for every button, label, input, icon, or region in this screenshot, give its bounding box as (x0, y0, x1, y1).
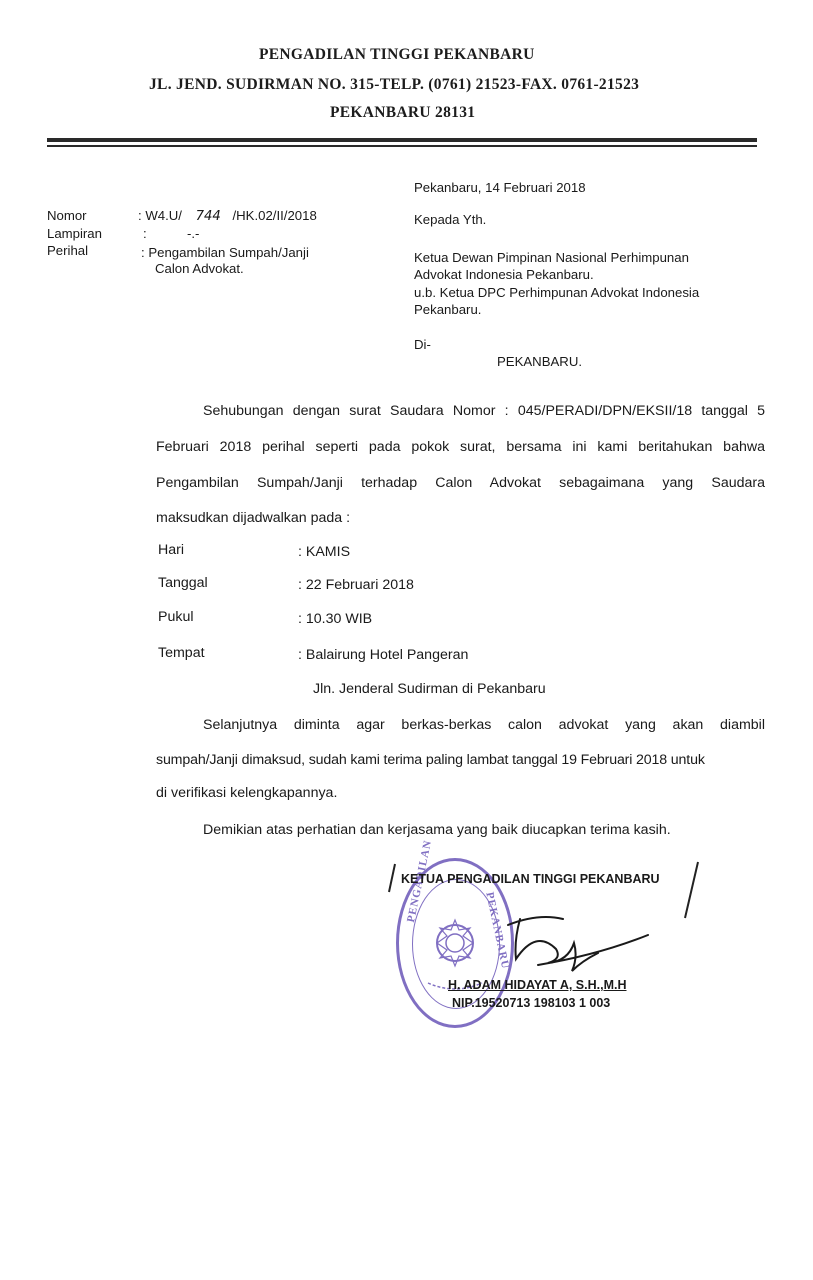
seal-text-right: PEKANBARU (483, 891, 512, 971)
para1-line1: Sehubungan dengan surat Saudara Nomor : 045/PERADI/DPN/EKSII/18 tanggal 5 (203, 403, 765, 419)
recipient-city: PEKANBARU. (497, 354, 583, 369)
schedule-value-pukul: : 10.30 WIB (298, 611, 373, 627)
place-date: Pekanbaru, 14 Februari 2018 (414, 180, 586, 195)
letterhead-divider-thick (47, 138, 757, 142)
recipient-line4: Pekanbaru. (414, 302, 482, 317)
schedule-label-hari: Hari (158, 542, 185, 558)
perihal-line1: : Pengambilan Sumpah/Janji (141, 245, 309, 260)
recipient-di: Di- (414, 337, 431, 352)
schedule-label-pukul: Pukul (158, 609, 194, 625)
nomor-suffix: /HK.02/II/2018 (232, 208, 317, 223)
lampiran-value: : -.- (143, 226, 200, 241)
recipient-line1: Ketua Dewan Pimpinan Nasional Perhimpunan (414, 250, 689, 265)
nomor-label: Nomor (47, 208, 87, 223)
perihal-label: Perihal (47, 243, 89, 258)
para1-line3: Pengambilan Sumpah/Janji terhadap Calon Advokat sebagaimana yang Saudara (156, 475, 765, 491)
nomor-value (138, 208, 317, 224)
schedule-tempat-line2: Jln. Jenderal Sudirman di Pekanbaru (313, 681, 546, 697)
schedule-value-hari: : KAMIS (298, 544, 351, 560)
letterhead-divider-thin (47, 145, 757, 147)
lampiran-label: Lampiran (47, 226, 102, 241)
letterhead-line3: PEKANBARU 28131 (330, 104, 476, 121)
signatory-title: KETUA PENGADILAN TINGGI PEKANBARU (401, 872, 660, 886)
para1-line2: Februari 2018 perihal seperti pada pokok surat, bersama ini kami beritahukan bahwa (156, 439, 765, 455)
para2-line3: di verifikasi kelengkapannya. (156, 785, 338, 801)
para2-line2: sumpah/Janji dimaksud, sudah kami terima paling lambat tanggal 19 Februari 2018 untuk (156, 752, 705, 768)
schedule-label-tanggal: Tanggal (158, 575, 208, 591)
signatory-name: H. ADAM HIDAYAT A, S.H.,M.H (448, 978, 627, 992)
recipient-line2: Advokat Indonesia Pekanbaru. (414, 267, 594, 282)
nomor-prefix: : W4.U/ (138, 208, 182, 223)
letterhead-line2: JL. JEND. SUDIRMAN NO. 315-TELP. (0761) 21523-FAX. 0761-21523 (149, 76, 640, 93)
schedule-value-tanggal: : 22 Februari 2018 (298, 577, 414, 593)
letterhead-line1: PENGADILAN TINGGI PEKANBARU (259, 46, 535, 63)
closing-line: Demikian atas perhatian dan kerjasama yang baik diucapkan terima kasih. (203, 822, 671, 838)
recipient-line3: u.b. Ketua DPC Perhimpunan Advokat Indonesia (414, 285, 700, 300)
recipient-greeting: Kepada Yth. (414, 212, 487, 227)
para1-line4: maksudkan dijadwalkan pada : (156, 510, 351, 526)
perihal-line2: Calon Advokat. (155, 261, 244, 276)
signatory-nip: NIP.19520713 198103 1 003 (452, 996, 611, 1010)
para2-line1: Selanjutnya diminta agar berkas-berkas calon advokat yang akan diambil (203, 717, 765, 733)
seal-text-left: PENGADILAN (405, 838, 435, 924)
nomor-handwritten: 744 (195, 209, 221, 224)
signature-scribble-icon (498, 905, 668, 985)
schedule-label-tempat: Tempat (158, 645, 205, 661)
schedule-value-tempat: : Balairung Hotel Pangeran (298, 647, 469, 663)
